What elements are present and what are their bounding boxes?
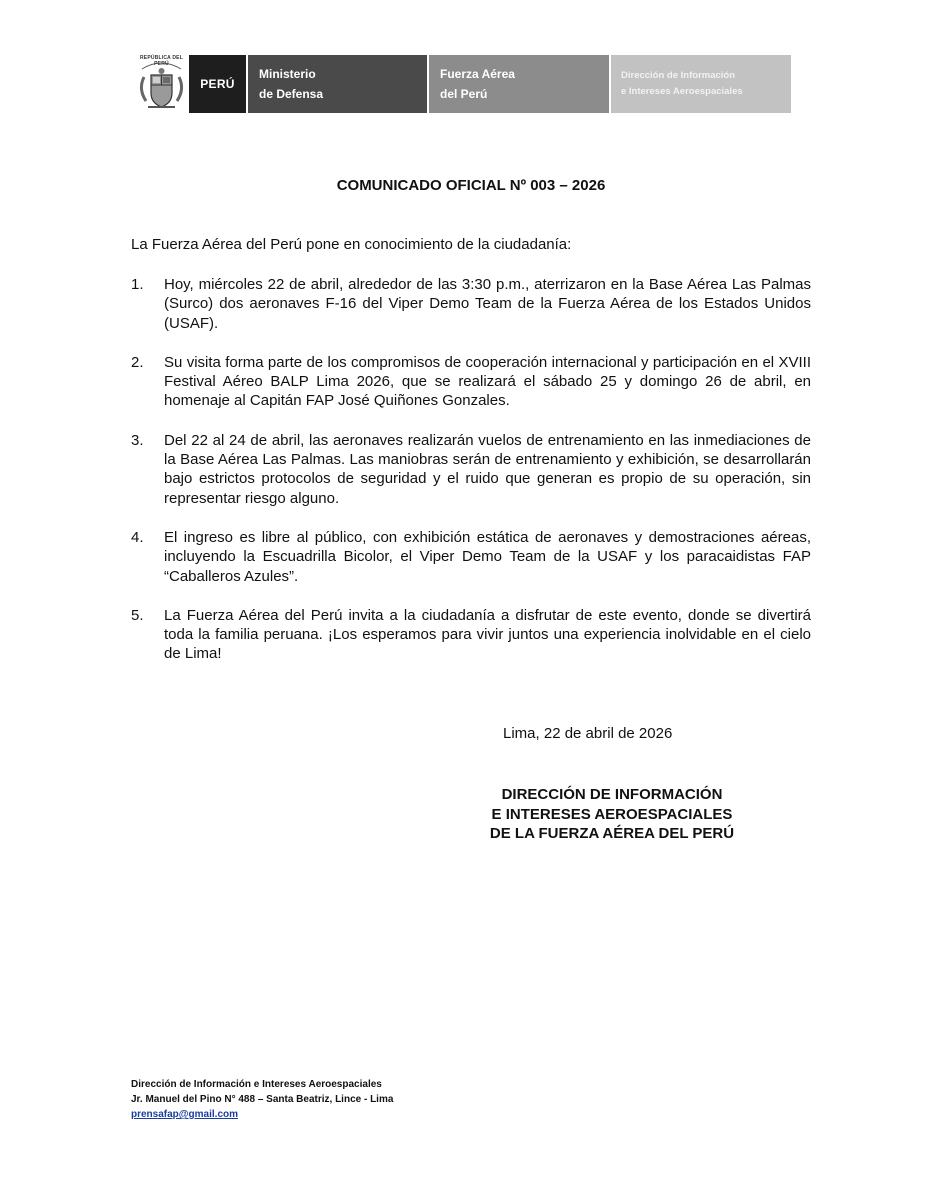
fap-line1: Fuerza Aérea	[440, 67, 515, 81]
announcement-list	[131, 275, 811, 684]
signature-block	[472, 785, 752, 844]
intro-paragraph: La Fuerza Aérea del Perú pone en conocimiento de la ciudadanía:	[131, 236, 572, 253]
list-item	[131, 528, 811, 586]
direccion-block	[611, 55, 791, 113]
letterhead	[134, 55, 791, 113]
footer-office: Dirección de Información e Intereses Aeroespaciales	[131, 1079, 382, 1090]
ministerio-line1: Ministerio	[259, 67, 316, 81]
list-item-number: 3.	[131, 431, 144, 449]
list-item-text: Del 22 al 24 de abril, las aeronaves realizarán vuelos de entrenamiento en las inmediaciones de la Base Aérea Las Palmas. Las maniobras serán de entrenamiento y exhibición, se desarrollarán bajo estrictos protocolos de seguridad y el ruido que generan es propio de su operación, sin representar riesgo alguno.	[164, 431, 811, 507]
list-item-text: Hoy, miércoles 22 de abril, alrededor de las 3:30 p.m., aterrizaron en la Base Aérea Las Palmas (Surco) dos aeronaves F-16 del Viper Demo Team de la Fuerza Aérea de los Estados Unidos (USAF).	[164, 276, 811, 332]
direccion-line2: e Intereses Aeroespaciales	[621, 86, 743, 97]
list-item-number: 1.	[131, 276, 144, 293]
direccion-line1: Dirección de Información	[621, 70, 736, 81]
list-item-number: 4.	[131, 528, 144, 546]
list-item-text: El ingreso es libre al público, con exhibición estática de aeronaves y demostraciones aéreas, incluyendo la Escuadrilla Bicolor, el Viper Demo Team de la USAF y los paracaidistas FAP “Caballeros Azules”.	[164, 528, 811, 585]
peru-block	[189, 55, 246, 113]
list-item-text: Su visita forma parte de los compromisos de cooperación internacional y participación en el XVIII Festival Aéreo BALP Lima 2026, que se realizará el sábado 25 y domingo 26 de abril, en homenaje al Capitán FAP José Quiñones Gonzales.	[164, 353, 811, 410]
fap-block	[429, 55, 609, 113]
list-item-number: 2.	[131, 353, 144, 371]
place-and-date: Lima, 22 de abril de 2026	[503, 725, 673, 742]
list-item	[131, 606, 811, 664]
ministerio-block	[248, 55, 427, 113]
signature-line3: DE LA FUERZA AÉREA DEL PERÚ	[489, 825, 735, 842]
coat-of-arms-icon	[134, 55, 189, 113]
seal-label: REPÚBLICA DEL PERÚ	[140, 55, 183, 67]
list-item	[131, 275, 811, 333]
peru-label: PERÚ	[200, 77, 235, 91]
fap-line2: del Perú	[440, 87, 488, 101]
footer	[131, 1077, 393, 1122]
footer-email-link[interactable]: prensafap@gmail.com	[131, 1109, 239, 1120]
document-title: COMUNICADO OFICIAL Nº 003 – 2026	[336, 177, 606, 194]
footer-address: Jr. Manuel del Pino N° 488 – Santa Beatriz, Lince - Lima	[131, 1094, 394, 1105]
ministerio-line2: de Defensa	[259, 87, 324, 101]
list-item-number: 5.	[131, 606, 144, 624]
signature-line2: E INTERESES AEROESPACIALES	[491, 805, 733, 823]
list-item-text: La Fuerza Aérea del Perú invita a la ciudadanía a disfrutar de este evento, donde se divertirá toda la familia peruana. ¡Los esperamos para vivir juntos una experiencia inolvidable en el cielo de Lima!	[164, 606, 811, 663]
list-item	[131, 353, 811, 411]
signature-line1: DIRECCIÓN DE INFORMACIÓN	[501, 786, 723, 803]
list-item	[131, 431, 811, 508]
